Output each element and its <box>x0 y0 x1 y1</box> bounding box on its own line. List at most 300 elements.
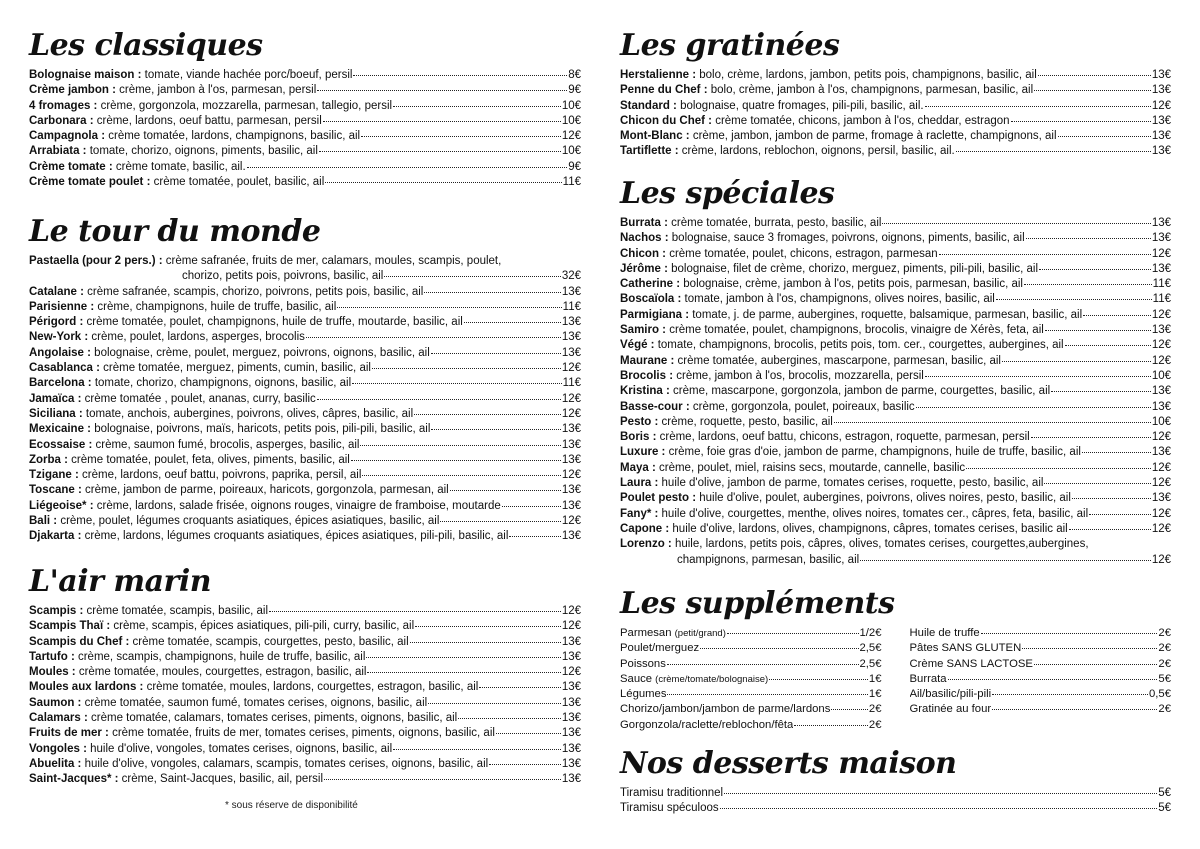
menu-list <box>620 68 1171 160</box>
item-text <box>29 422 430 437</box>
leader-dots <box>996 298 1152 300</box>
supplement-text <box>620 657 666 672</box>
leader-dots <box>440 520 560 522</box>
item-name: Maurane : <box>620 354 675 367</box>
supplement-label: Parmesan <box>620 627 675 639</box>
item-desc: crème, saumon fumé, brocolis, asperges, basilic, ail <box>92 438 360 451</box>
item-text <box>620 292 995 307</box>
leader-dots <box>860 559 1151 561</box>
item-desc: crème, mascarpone, gorgonzola, jambon de parme, courgettes, basilic, ail <box>669 385 1051 398</box>
supplement-text <box>620 702 830 717</box>
item-desc: crème tomatée, burrata, pesto, basilic, ail <box>667 217 882 229</box>
item-desc: crème, lardons, oeuf battu, parmesan, persil <box>93 114 322 127</box>
item-name: Mont-Blanc : <box>620 130 690 143</box>
menu-item <box>29 438 581 453</box>
item-text <box>29 300 336 315</box>
supplement-price: 0,5€ <box>1149 688 1171 701</box>
item-desc: huile d'olive, jambon de parme, tomates cerises, roquette, pesto, basilic, ail <box>658 477 1044 490</box>
item-text <box>29 635 409 650</box>
item-name: Moules : <box>29 666 76 679</box>
item-desc: crème tomatée, poulet, feta, olives, piments, basilic, ail <box>67 453 350 466</box>
menu-item <box>29 376 581 391</box>
menu-item <box>29 650 581 665</box>
item-name: Djakarta : <box>29 530 82 543</box>
item-name: Ecossaise : <box>29 438 93 451</box>
leader-dots <box>319 150 561 152</box>
item-text <box>29 665 366 680</box>
menu-item <box>620 308 1171 323</box>
supplement-price: 2€ <box>1158 703 1171 716</box>
item-desc: tomate, champignons, brocolis, petits pois, tom. cer., courgettes, aubergines, ail <box>654 339 1064 352</box>
item-name: Kristina : <box>620 385 670 398</box>
item-name: Zorba : <box>29 453 68 466</box>
menu-item <box>29 742 581 757</box>
menu-item <box>620 83 1171 98</box>
leader-dots <box>450 489 561 491</box>
section-title: Le tour du monde <box>29 214 321 249</box>
leader-dots <box>431 352 561 354</box>
section-title: Les spéciales <box>620 176 835 211</box>
item-desc: bolognaise, filet de crème, chorizo, merguez, piments, pili-pili, basilic, ail <box>667 262 1039 275</box>
leader-dots <box>834 421 1151 423</box>
leader-dots <box>353 74 567 76</box>
item-text <box>29 499 501 514</box>
leader-dots <box>966 467 1151 469</box>
item-price: 13€ <box>561 346 581 359</box>
leader-dots <box>667 663 859 665</box>
item-desc: crème, gorgonzola, mozzarella, parmesan, tallegio, persil <box>97 99 393 112</box>
item-price: 13€ <box>561 453 581 466</box>
menu-item <box>620 114 1171 129</box>
item-text <box>29 68 352 83</box>
item-desc: crème, jambon à l'os, parmesan, persil <box>115 84 317 97</box>
item-price: 10€ <box>561 145 581 158</box>
menu-item <box>620 323 1171 338</box>
dessert-label: Tiramisu traditionnel <box>620 787 724 799</box>
supplement-detail: (petit/grand) <box>674 628 726 639</box>
item-text <box>620 83 1033 98</box>
leader-dots <box>992 693 1148 695</box>
supplement-item <box>910 626 1172 641</box>
item-text <box>29 144 318 159</box>
item-desc: bolognaise, crème, poulet, merguez, poivrons, oignons, basilic, ail <box>90 346 430 359</box>
item-name: Standard : <box>620 99 677 112</box>
item-price: 12€ <box>1151 461 1171 474</box>
leader-dots <box>384 275 560 277</box>
leader-dots <box>1072 497 1151 499</box>
item-price: 12€ <box>1151 339 1171 352</box>
item-price: 13€ <box>561 712 581 725</box>
item-text <box>620 445 1081 460</box>
item-desc: crème, scampis, champignons, huile de truffe, basilic, ail <box>74 650 366 663</box>
item-price: 11€ <box>1152 293 1171 306</box>
menu-item <box>29 619 581 634</box>
item-desc: crème, lardons, salade frisée, oignons rouges, vinaigre de framboise, moutarde <box>93 499 501 512</box>
supplement-text <box>620 641 699 656</box>
item-text <box>620 323 1044 338</box>
menu-item <box>29 499 581 514</box>
item-text <box>29 346 430 361</box>
item-text <box>29 330 305 345</box>
item-name: Scampis du Chef : <box>29 635 130 648</box>
menu-item <box>620 476 1171 491</box>
menu-item <box>620 384 1171 399</box>
supplement-item <box>620 687 882 702</box>
item-name: Saumon : <box>29 696 82 709</box>
section-title: Les classiques <box>29 28 263 63</box>
right-column <box>620 0 1171 849</box>
supplement-price: 2€ <box>1158 642 1171 655</box>
item-name: Pesto : <box>620 415 659 428</box>
supplement-item <box>620 657 882 672</box>
item-desc: crème, gorgonzola, poulet, poireaux, basilic <box>689 400 915 413</box>
item-name: Fany* : <box>620 507 659 520</box>
supplements-right <box>910 626 1172 733</box>
item-price: 13€ <box>1151 145 1171 158</box>
item-text <box>620 476 1043 491</box>
item-price: 13€ <box>1151 324 1171 337</box>
item-price: 13€ <box>1151 114 1171 127</box>
item-desc: crème tomatée, calamars, tomates cerises, piments, oignons, basilic, ail <box>87 712 458 725</box>
item-desc: bolo, crème, jambon à l'os, champignons, parmesan, basilic, ail <box>707 84 1034 97</box>
item-text <box>620 114 1010 129</box>
menu-item <box>29 361 581 376</box>
item-text <box>29 160 246 175</box>
item-price: 12€ <box>1151 247 1171 260</box>
menu-item <box>29 160 581 175</box>
leader-dots <box>1022 647 1157 649</box>
leader-dots <box>948 678 1158 680</box>
supplement-price: 2€ <box>868 718 882 731</box>
item-price: 13€ <box>1151 492 1171 505</box>
dessert-item <box>620 786 1171 801</box>
menu-item <box>620 491 1171 506</box>
menu-item <box>29 604 581 619</box>
leader-dots <box>769 678 868 680</box>
supplement-item <box>620 702 882 717</box>
menu-item <box>29 422 581 437</box>
item-text <box>29 438 359 453</box>
item-text <box>29 99 392 114</box>
supplement-label: Ail/basilic/pili-pili <box>909 688 992 701</box>
item-name: Bolognaise maison : <box>29 69 142 81</box>
section-desserts <box>620 742 1171 817</box>
item-desc: crème tomatée, scampis, courgettes, pesto, basilic, ail <box>129 635 409 648</box>
item-price: 13€ <box>561 681 581 694</box>
item-name: Penne du Chef : <box>620 84 708 97</box>
availability-note: * sous réserve de disponibilité <box>225 800 358 811</box>
item-price: 12€ <box>1151 553 1171 566</box>
menu-list <box>620 216 1171 537</box>
supplement-item <box>910 687 1172 702</box>
item-name: 4 fromages : <box>29 99 98 112</box>
leader-dots <box>1058 135 1151 137</box>
item-text <box>29 392 316 407</box>
leader-dots <box>882 222 1150 224</box>
item-desc: crème, lardons, oeuf battu, poivrons, paprika, persil, ail <box>78 469 362 482</box>
supplement-label: Pâtes SANS GLUTEN <box>909 642 1022 655</box>
item-name: Calamars : <box>29 712 88 725</box>
item-text <box>29 315 463 330</box>
item-text <box>29 757 488 772</box>
item-price: 12€ <box>561 620 581 633</box>
leader-dots <box>1026 237 1151 239</box>
item-price: 12€ <box>1151 522 1171 535</box>
item-price: 13€ <box>561 635 581 648</box>
menu-item <box>620 99 1171 114</box>
supplement-label: Gorgonzola/raclette/reblochon/fêta <box>620 718 794 731</box>
item-desc: huile d'olive, vongoles, tomates cerises, oignons, basilic, ail <box>86 742 393 755</box>
item-name: Boscaïola : <box>620 293 682 306</box>
item-text <box>620 144 955 159</box>
item-price: 13€ <box>561 773 581 786</box>
leader-dots <box>362 474 560 476</box>
section-title: L'air marin <box>29 564 212 599</box>
item-desc: crème, poulet, lardons, asperges, brocolis <box>88 331 305 344</box>
item-name: Casablanca : <box>29 362 100 375</box>
item-name: Brocolis : <box>620 369 674 382</box>
item-name: Saint-Jacques* : <box>29 773 119 786</box>
item-price: 13€ <box>1151 446 1171 459</box>
menu-item <box>620 247 1171 262</box>
item-text <box>29 742 392 757</box>
item-name: Abuelita : <box>29 757 82 770</box>
leader-dots <box>496 732 561 734</box>
item-desc: crème safranée, scampis, chorizo, poivrons, petits pois, basilic, ail <box>83 285 424 298</box>
menu-item <box>620 400 1171 415</box>
item-price: 13€ <box>561 650 581 663</box>
dessert-label: Tiramisu spéculoos <box>620 802 719 815</box>
item-desc: bolognaise, quatre fromages, pili-pili, basilic, ail. <box>676 99 924 112</box>
leader-dots <box>1039 268 1151 270</box>
item-price: 13€ <box>1151 217 1171 229</box>
item-name: Vongoles : <box>29 742 87 755</box>
item-text <box>620 277 1023 292</box>
item-desc: crème safranée, fruits de mer, calamars, moules, scampis, poulet, <box>162 255 502 267</box>
item-price: 9€ <box>568 84 581 97</box>
leader-dots <box>956 150 1151 152</box>
menu-item <box>29 175 581 190</box>
menu-item <box>620 144 1171 159</box>
menu-list <box>29 285 581 545</box>
item-name: Burrata : <box>620 217 668 229</box>
item-price: 12€ <box>561 130 581 143</box>
item-text <box>29 514 439 529</box>
menu-item <box>29 635 581 650</box>
item-desc: crème, champignons, huile de truffe, basilic, ail <box>94 300 337 313</box>
item-desc: crème tomatée, poulet, chicons, estragon, parmesan <box>666 247 938 260</box>
item-desc: huile d'olive, courgettes, menthe, olives noires, tomates cer., câpres, feta, basilic, ail <box>658 507 1089 520</box>
leader-dots <box>372 367 561 369</box>
menu-item <box>29 300 581 315</box>
supplement-price: 2€ <box>868 703 882 716</box>
menu-item <box>620 129 1171 144</box>
menu-item <box>620 231 1171 246</box>
leader-dots <box>1082 451 1151 453</box>
menu-item <box>29 114 581 129</box>
item-text <box>29 285 423 300</box>
supplement-label: Crème SANS LACTOSE <box>909 657 1033 670</box>
item-name: Périgord : <box>29 316 84 329</box>
item-name: Scampis : <box>29 605 84 617</box>
supplement-item <box>910 657 1172 672</box>
supplement-label: Chorizo/jambon/jambon de parme/lardons <box>620 703 831 716</box>
leader-dots <box>925 375 1151 377</box>
item-price: 11€ <box>562 176 581 189</box>
item-price: 12€ <box>561 605 581 617</box>
item-price: 10€ <box>561 99 581 112</box>
item-text <box>620 354 1001 369</box>
leader-dots <box>306 336 561 338</box>
leader-dots <box>1065 344 1151 346</box>
item-price: 12€ <box>1151 507 1171 520</box>
item-name: Samiro : <box>620 324 667 337</box>
menu-item <box>620 338 1171 353</box>
item-price: 12€ <box>1151 99 1171 112</box>
item-name: Carbonara : <box>29 114 94 127</box>
item-price: 11€ <box>562 377 581 390</box>
supplement-price: 2€ <box>1158 627 1171 639</box>
menu-item <box>29 83 581 98</box>
item-name: Mexicaine : <box>29 423 91 436</box>
supplement-item <box>620 672 882 687</box>
item-price: 10€ <box>561 114 581 127</box>
leader-dots <box>324 778 561 780</box>
item-name: Moules aux lardons : <box>29 681 144 694</box>
leader-dots <box>317 89 567 91</box>
leader-dots <box>1034 89 1151 91</box>
menu-item <box>29 144 581 159</box>
left-column <box>29 0 581 849</box>
item-price: 13€ <box>1151 84 1171 97</box>
menu-item <box>29 711 581 726</box>
item-name: Lorenzo : <box>620 538 672 551</box>
menu-item <box>29 772 581 787</box>
item-price: 12€ <box>1151 354 1171 367</box>
leader-dots <box>410 641 561 643</box>
supplement-label: Sauce <box>620 672 656 685</box>
item-name: Catherine : <box>620 278 681 291</box>
item-desc: huile d'olive, vongoles, calamars, scampis, tomates cerises, oignons, basilic, ail <box>81 757 489 770</box>
item-desc: crème, roquette, pesto, basilic, ail <box>658 415 833 428</box>
item-text <box>620 247 938 262</box>
item-text <box>29 604 268 619</box>
leader-dots <box>724 792 1157 794</box>
item-price: 12€ <box>561 469 581 482</box>
dessert-price: 5€ <box>1158 802 1171 815</box>
item-text <box>620 369 924 384</box>
menu-item <box>29 129 581 144</box>
menu-item <box>620 430 1171 445</box>
leader-dots <box>464 321 561 323</box>
leader-dots <box>727 632 859 634</box>
item-desc: crème tomatée, saumon fumé, tomates cerises, oignons, basilic, ail <box>81 696 428 709</box>
item-name: Crème jambon : <box>29 84 116 97</box>
leader-dots <box>367 671 560 673</box>
leader-dots <box>393 105 561 107</box>
leader-dots <box>1002 360 1151 362</box>
item-text <box>620 338 1064 353</box>
item-name: Herstalienne : <box>620 69 697 81</box>
item-name: Maya : <box>620 461 656 474</box>
item-price: 13€ <box>561 530 581 543</box>
leader-dots <box>337 306 561 308</box>
item-name: Fruits de mer : <box>29 727 109 740</box>
item-name: Scampis Thaï : <box>29 620 111 633</box>
leader-dots <box>479 686 560 688</box>
item-name: Barcelona : <box>29 377 92 390</box>
leader-dots <box>700 647 858 649</box>
section-gratinees <box>620 24 1171 160</box>
supplement-label: Burrata <box>909 672 947 685</box>
supplement-price: 1€ <box>868 672 882 685</box>
leader-dots <box>1069 528 1151 530</box>
item-desc: huile d'olive, lardons, olives, champignons, câpres, tomates cerises, basilic ail <box>669 522 1068 535</box>
item-desc: crème, jambon, jambon de parme, fromage à raclette, champignons, ail <box>689 130 1057 143</box>
menu-item <box>620 461 1171 476</box>
item-price: 12€ <box>1151 477 1171 490</box>
menu-item <box>620 277 1171 292</box>
item-text <box>620 262 1038 277</box>
item-price: 13€ <box>561 727 581 740</box>
supplements-grid <box>620 626 1171 733</box>
item-text <box>29 619 414 634</box>
item-text <box>620 430 1030 445</box>
item-text <box>620 461 965 476</box>
leader-dots <box>925 105 1151 107</box>
item-text <box>29 483 449 498</box>
menu-item <box>29 529 581 544</box>
section-tour-du-monde <box>29 210 581 545</box>
item-desc: crème tomatée, aubergines, mascarpone, parmesan, basilic, ail <box>674 354 1001 367</box>
item-price: 13€ <box>561 696 581 709</box>
menu-item-lorenzo <box>620 537 1171 568</box>
item-price: 10€ <box>1151 369 1171 382</box>
leader-dots <box>269 610 561 612</box>
item-text <box>29 175 324 190</box>
item-text <box>620 99 924 114</box>
item-desc: crème tomatée, chicons, jambon à l'os, cheddar, estragon <box>712 114 1010 127</box>
item-price: 13€ <box>561 316 581 329</box>
item-name: Arrabiata : <box>29 145 87 158</box>
item-desc: crème tomatée, poulet, basilic, ail <box>150 176 325 189</box>
item-price: 12€ <box>561 666 581 679</box>
leader-dots <box>352 382 561 384</box>
leader-dots <box>1089 513 1151 515</box>
item-name: Crème tomate : <box>29 160 113 173</box>
item-name: Chicon du Chef : <box>620 114 712 127</box>
leader-dots <box>1024 283 1152 285</box>
item-price: 13€ <box>561 438 581 451</box>
menu-item <box>620 369 1171 384</box>
leader-dots <box>667 693 867 695</box>
menu-item <box>29 483 581 498</box>
item-text <box>620 491 1071 506</box>
item-text <box>620 68 1037 83</box>
menu-list <box>29 68 581 190</box>
item-desc: crème, foie gras d'oie, jambon de parme, champignons, huile de truffe, basilic, ail <box>665 446 1081 459</box>
leader-dots <box>1045 329 1151 331</box>
item-price: 12€ <box>561 407 581 420</box>
menu-item <box>620 354 1171 369</box>
leader-dots <box>1044 482 1150 484</box>
item-name: Jérôme : <box>620 262 668 275</box>
supplement-text <box>620 718 793 733</box>
section-classiques <box>29 24 581 190</box>
item-text <box>29 772 323 787</box>
menu-item <box>29 726 581 741</box>
leader-dots <box>992 708 1157 710</box>
